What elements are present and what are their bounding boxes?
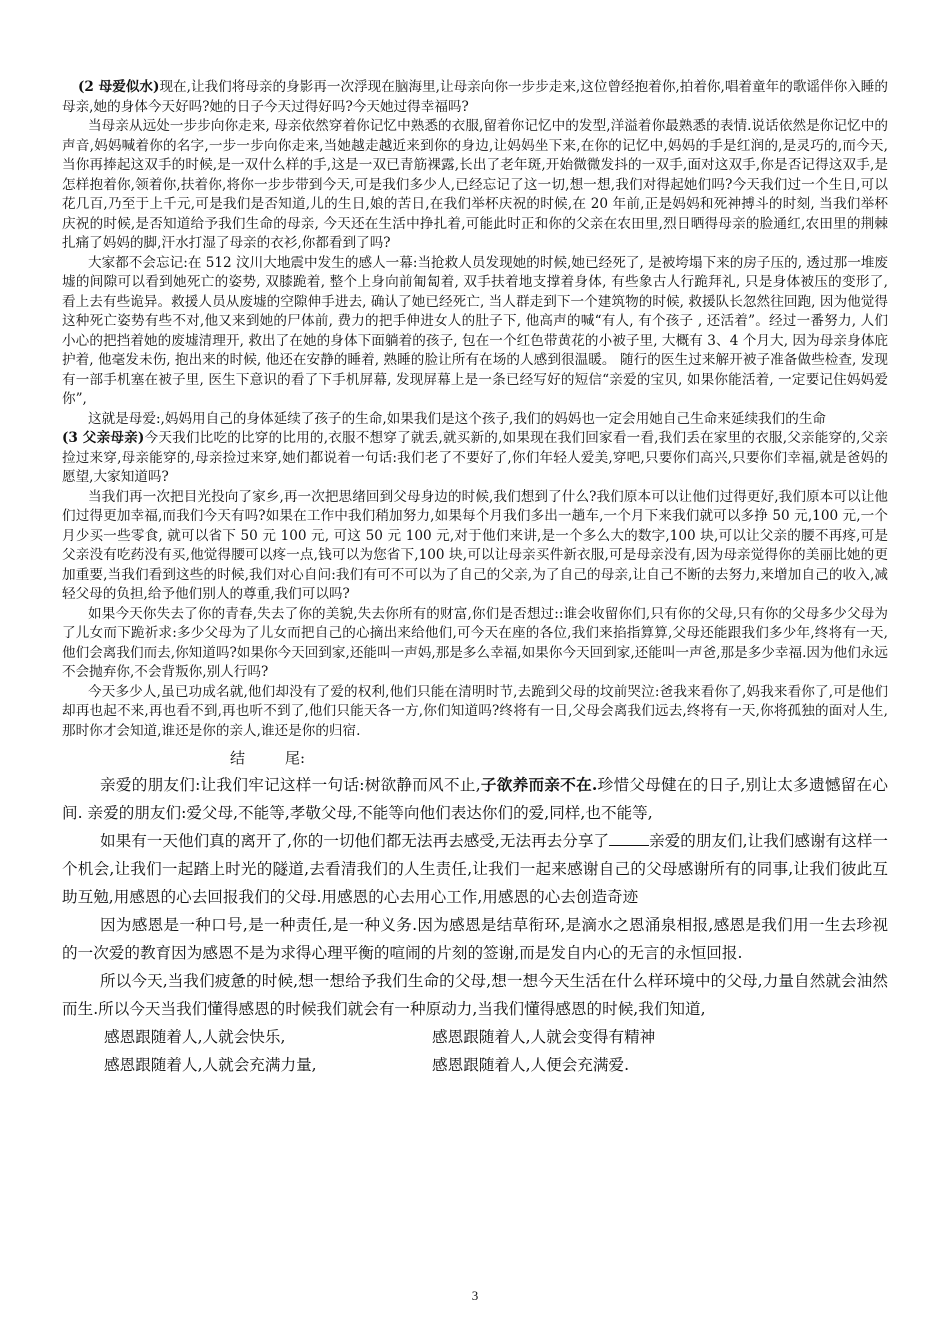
gratitude-right: 感恩跟随着人,人就会变得有精神 xyxy=(432,1028,656,1046)
ending-paragraph: 因为感恩是一种口号,是一种责任,是一种义务.因为感恩是结草衔环,是滴水之恩涌泉相报,感恩是我们用一生去珍视的一次爱的教育因为感恩不是为求得心理平衡的喧闹的片刻的签谢,而是发自内心的无言的永恒回报. xyxy=(62,916,888,962)
gratitude-left: 感恩跟随着人,人就会快乐, xyxy=(104,1028,286,1046)
gratitude-line xyxy=(62,1023,888,1051)
section3-intro xyxy=(62,429,888,488)
section2-conclusion: 这就是母爱:,妈妈用自己的身体延续了孩子的生命,如果我们是这个孩子,我们的妈妈也一定会用她自己生命来延续我们的生命 xyxy=(88,410,827,427)
section2-paragraph: 当母亲从远处一步步向你走来, 母亲依然穿着你记忆中熟悉的衣服,留着你记忆中的发型,洋溢着你最熟悉的表情.说话依然是你记忆中的声音,妈妈喊着你的名字,一步一步向你走来,当她越走越近来到你的身边,让妈妈坐下来,在你的记忆中,妈妈的手是红润的,是灵巧的,而今天,当你再捧起这双手的时候,是一双什么样的手,这是一双已青筋裸露,长出了老年斑,开始微微发抖的一双手,面对这双手,你是否记得这双手,是怎样抱着你,领着你,扶着你,将你一步步带到今天,可是我们多少人,已经忘记了这一切,想一想,我们对得起她们吗?今天我们过一个生日,可以花几百,乃至于上千元,可是我们是否知道,儿的生日,娘的苦日,在我们举杯庆祝的时候,在 20 年前,正是妈妈和死神搏斗的时刻, 当我们举杯庆祝的时候,是否知道给予我们生命的母亲, 今天还在生活中挣扎着,可能此时正和你的父亲在农田里,烈日晒得母亲的脸通红,农田里的荆棘扎痛了妈妈的脚,汗水打湿了母亲的衣衫,你都看到了吗? xyxy=(62,118,888,251)
section3-heading: (3 父亲母亲) xyxy=(62,430,145,446)
ending-text: 亲爱的朋友们,让我们感谢有这样一个机会,让我们一起踏上时光的隧道,去看清我们的人生责任,让我们一起来感谢自己的父母感谢所有的同事,让我们彼此互助互勉,用感恩的心去回报我们的父母.用感恩的心去用心工作,用感恩的心去创造奇迹 xyxy=(62,832,888,906)
page-number: 3 xyxy=(471,1288,479,1303)
section3-paragraph: 如果今天你失去了你的青春,失去了你的美貌,失去你所有的财富,你们是否想过::谁会收留你们,只有你的父母,只有你的父母多少父母为了儿女而下跪祈求:多少父母为了儿女而把自己的心摘出来给他们,可今天在座的各位,我们来掐指算算,父母还能跟我们多少年,终将有一天,他们会离我们而去,你知道吗?如果你今天回到家,还能叫一声妈,那是多么幸福,如果你今天回到家,还能叫一声爸,那是多少幸福.因为他们永远不会抛弃你,不会背叛你,别人行吗? xyxy=(62,605,888,680)
gratitude-right: 感恩跟随着人,人便会充满爱. xyxy=(432,1056,630,1074)
section2-intro xyxy=(62,78,888,117)
ending-text: 珍惜父母健在的日子,别让太多遗憾留在心间. 亲爱的朋友们:爱父母,不能等,孝敬父母,不能等向他们表达你们的爱,同样,也不能等, xyxy=(62,776,888,822)
ending-paragraph xyxy=(62,771,888,827)
gratitude-left: 感恩跟随着人,人就会充满力量, xyxy=(104,1056,317,1074)
ending-heading xyxy=(62,745,888,771)
ending-text: 亲爱的朋友们:让我们牢记这样一句话:树欲静而风不止, xyxy=(100,776,481,794)
fill-in-blank xyxy=(609,831,649,846)
section3-paragraph: 当我们再一次把目光投向了家乡,再一次把思绪回到父母身边的时候,我们想到了什么?我们原本可以让他们过得更好,我们原本可以让他们过得更加幸福,而我们今天有吗?如果在工作中我们稍加努力,如果每个月我们多出一趟车,一个月下来我们就可以多挣 50 元,100 元,一个月少买一些零食, 就可以省下 50 元 100 元, 可这 50 元 100 元,对于他们来讲,是一个多么大的数字,100 块,可以让父亲的腰不再疼,可是父亲没有吃药没有买,他觉得腰可以疼一点,钱可以为您省下,100 块,可以让母亲买件新衣服,可是母亲没有,因为母亲觉得你的美丽比她的更加重要,当我们看到这些的时候,我们对心自问:我们有可不可以为了自己的父亲,为了自己的母亲,让自己不断的去努力,来增加自己的收入,减轻父母的负担,给予他们别人的尊重,我们可以吗? xyxy=(62,488,888,602)
section3-intro-text: 今天我们比吃的比穿的比用的,衣服不想穿了就丢,就买新的,如果现在我们回家看一看,我们丢在家里的衣服,父亲能穿的,父亲捡过来穿,母亲能穿的,母亲捡过来穿,她们都说着一句话:我们老了不要好了,你们年轻人爱美,穿吧,只要你们高兴,只要你们幸福,就是爸妈的愿望,大家知道吗? xyxy=(62,430,888,485)
section2-heading: (2 母爱似水) xyxy=(78,79,160,95)
ending-text-bold: 子欲养而亲不在. xyxy=(480,775,598,794)
ending-paragraph: 所以今天,当我们疲惫的时候,想一想给予我们生命的父母,想一想今天生活在什么样环境中的父母,力量自然就会油然而生.所以今天当我们懂得感恩的时候我们就会有一种原动力,当我们懂得感恩的时候,我们知道, xyxy=(62,972,888,1018)
ending-heading-left: 结 xyxy=(230,749,246,767)
gratitude-line xyxy=(62,1051,888,1079)
section3-paragraph: 今天多少人,虽已功成名就,他们却没有了爱的权利,他们只能在清明时节,去跪到父母的坟前哭泣:爸我来看你了,妈我来看你了,可是他们却再也起不来,再也看不到,再也听不到了,他们只能天各一方,你们知道吗?终将有一日,父母会离我们远去,终将有一天,你将孤独的面对人生,那时你才会知道,谁还是你的亲人,谁还是你的归宿. xyxy=(62,683,888,739)
section2-paragraph: 大家都不会忘记:在 512 汶川大地震中发生的感人一幕:当抢救人员发现她的时候,她已经死了, 是被垮塌下来的房子压的, 透过那一堆废墟的间隙可以看到她死亡的姿势, 双膝跪着, 整个上身向前匍匐着, 双手扶着地支撑着身体, 有些象古人行跪拜礼, 只是身体被压的变形了, 看上去有些诡异。救援人员从废墟的空隙伸手进去, 确认了她已经死亡, 当人群走到下一个建筑物的时候, 救援队长忽然往回跑, 因为他觉得这种死亡姿势有些不对,他又来到她的尸体前, 费力的把手伸进女人的肚子下, 他高声的喊“有人, 有个孩子 , 还活着”。经过一番努力, 人们小心的把挡着她的废墟清理开, 救出了在她的身体下面躺着的孩子, 包在一个红色带黄花的小被子里, 大概有 3、4 个月大, 因为母亲身体庇护着, 他毫发未伤, 抱出来的时候, 他还在安静的睡着, 熟睡的脸让所有在场的人感到很温暖。 随行的医生过来解开被子准备做些检查, 发现有一部手机塞在被子里, 医生下意识的看了下手机屏幕, 发现屏幕上是一条已经写好的短信“亲爱的宝贝, 如果你能活着, 一定要记住妈妈爱你”, xyxy=(62,254,888,407)
ending-heading-right: 尾: xyxy=(285,749,306,767)
section2-intro-text: 现在,让我们将母亲的身影再一次浮现在脑海里,让母亲向你一步步走来,这位曾经抱着你,拍着你,唱着童年的歌谣伴你入睡的母亲,她的身体今天好吗?她的日子今天过得好吗?今天她过得幸福吗? xyxy=(62,79,888,115)
ending-paragraph xyxy=(62,827,888,911)
ending-text: 如果有一天他们真的离开了,你的一切他们都无法再去感受,无法再去分享了 xyxy=(100,832,610,850)
document-page xyxy=(62,78,888,1079)
